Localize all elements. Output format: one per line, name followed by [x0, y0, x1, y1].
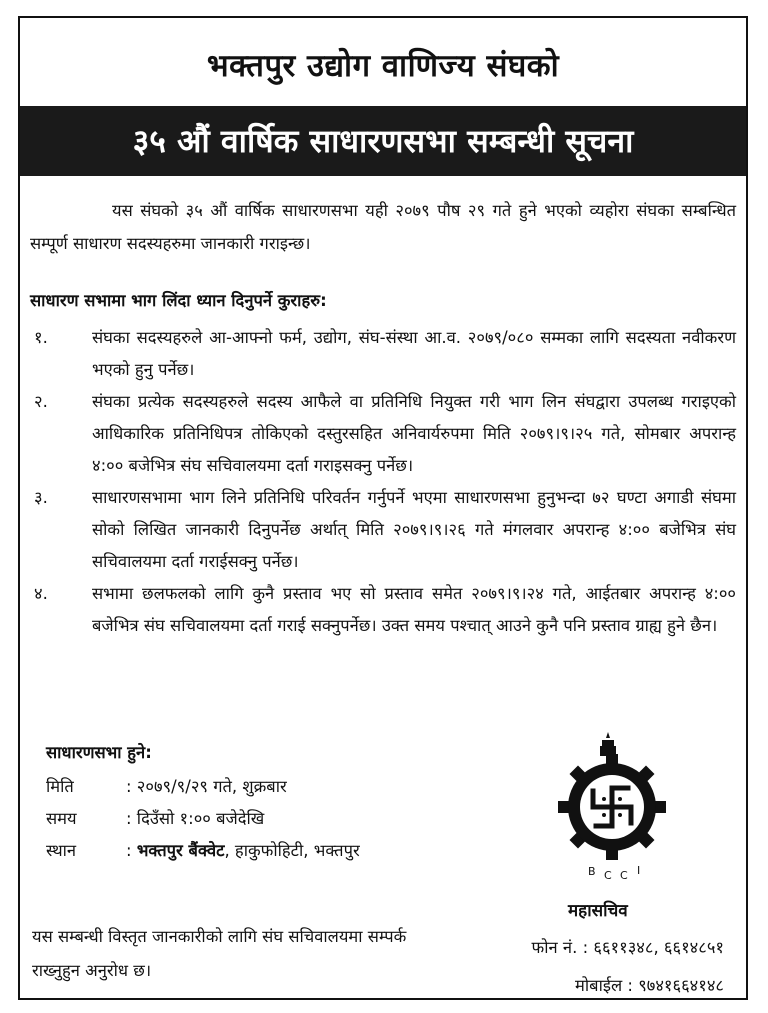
- svg-text:C: C: [604, 869, 612, 882]
- venue-label: स्थान: [46, 841, 77, 860]
- bcci-gear-swastika-logo-icon: [544, 732, 680, 882]
- venue-name: भक्तपुर बैंक्वेट: [136, 841, 225, 860]
- instructions-list: [30, 322, 736, 642]
- item-number: २.: [34, 392, 48, 411]
- item-text: संघका सदस्यहरुले आ-आफ्नो फर्म, उद्योग, संघ-संस्था आ.व. २०७९/०८० सम्मका लागि सदस्यता नवीकरण भएको हुनु पर्नेछ।: [92, 328, 736, 379]
- mobile-number: मोबाईल : ९७४१६६४१४८: [575, 976, 724, 995]
- meeting-heading: साधारणसभा हुने:: [46, 743, 152, 762]
- date-value: : २०७९/९/२९ गते, शुक्रबार: [126, 777, 287, 796]
- notice-title-banner: ३५ औं वार्षिक साधारणसभा सम्बन्धी सूचना: [20, 106, 746, 176]
- signatory-title: महासचिव: [568, 901, 628, 921]
- date-label: मिति: [46, 777, 74, 796]
- svg-text:I: I: [637, 864, 641, 877]
- list-item: [30, 386, 736, 482]
- svg-text:B: B: [588, 865, 596, 878]
- list-item: [30, 578, 736, 642]
- phone-number: फोन नं. : ६६११३४८, ६६१४८५१: [531, 938, 724, 957]
- item-text: साधारणसभामा भाग लिने प्रतिनिधि परिवर्तन गर्नुपर्ने भएमा साधारणसभा हुनुभन्दा ७२ घण्टा अगाडी संघमा सोको लिखित जानकारी दिनुपर्नेछ अर्थात् मिति २०७९।९।२६ गते मंगलवार अपरान्ह ४:०० बजेभित्र संघ सचिवालयमा दर्ता गराईसक्नु पर्नेछ।: [92, 488, 736, 571]
- item-number: १.: [34, 328, 48, 347]
- item-text: संघका प्रत्येक सदस्यहरुले सदस्य आफैले वा प्रतिनिधि नियुक्त गरी भाग लिन संघद्वारा उपलब्ध गराइएको आधिकारिक प्रतिनिधिपत्र तोकिएको दस्तुरसहित अनिवार्यरुपमा मिति २०७९।९।२५ गते, सोमबार अपरान्ह ४:०० बजेभित्र संघ सचिवालयमा दर्ता गराइसक्नु पर्नेछ।: [92, 392, 736, 475]
- time-value: : दिउँसो १:०० बजेदेखि: [126, 809, 265, 828]
- item-number: ३.: [34, 488, 48, 507]
- meeting-time-row: [46, 806, 264, 829]
- venue-value: [126, 838, 360, 861]
- item-text: सभामा छलफलको लागि कुनै प्रस्ताव भए सो प्रस्ताव समेत २०७९।९।२४ गते, आईतबार अपरान्ह ४:०० बजेभित्र संघ सचिवालयमा दर्ता गराई सक्नुपर्नेछ। उक्त समय पश्चात् आउने कुनै पनि प्रस्ताव ग्राह्य हुने छैन।: [92, 584, 736, 635]
- intro-paragraph: यस संघको ३५ औं वार्षिक साधारणसभा यही २०७९ पौष २९ गते हुने भएको व्यहोरा संघका सम्बन्धित सम्पूर्ण साधारण सदस्यहरुमा जानकारी गराइन्छ।: [30, 201, 736, 253]
- meeting-date-row: [46, 774, 287, 797]
- item-number: ४.: [34, 584, 48, 603]
- venue-rest: , हाकुफोहिटी, भक्तपुर: [224, 841, 360, 860]
- time-label: समय: [46, 809, 77, 828]
- contact-note: यस सम्बन्धी विस्तृत जानकारीको लागि संघ सचिवालयमा सम्पर्क राख्नुहुन अनुरोध छ।: [32, 927, 407, 980]
- venue-colon: :: [126, 841, 137, 860]
- notice-frame: [18, 16, 748, 1000]
- list-item: [30, 482, 736, 578]
- organization-name: भक्तपुर उद्योग वाणिज्य संघको: [206, 48, 560, 84]
- list-item: [30, 322, 736, 386]
- instructions-heading: साधारण सभामा भाग लिंदा ध्यान दिनुपर्ने कुराहरु:: [30, 291, 327, 310]
- meeting-venue-row: [46, 838, 360, 861]
- svg-text:C: C: [620, 869, 628, 882]
